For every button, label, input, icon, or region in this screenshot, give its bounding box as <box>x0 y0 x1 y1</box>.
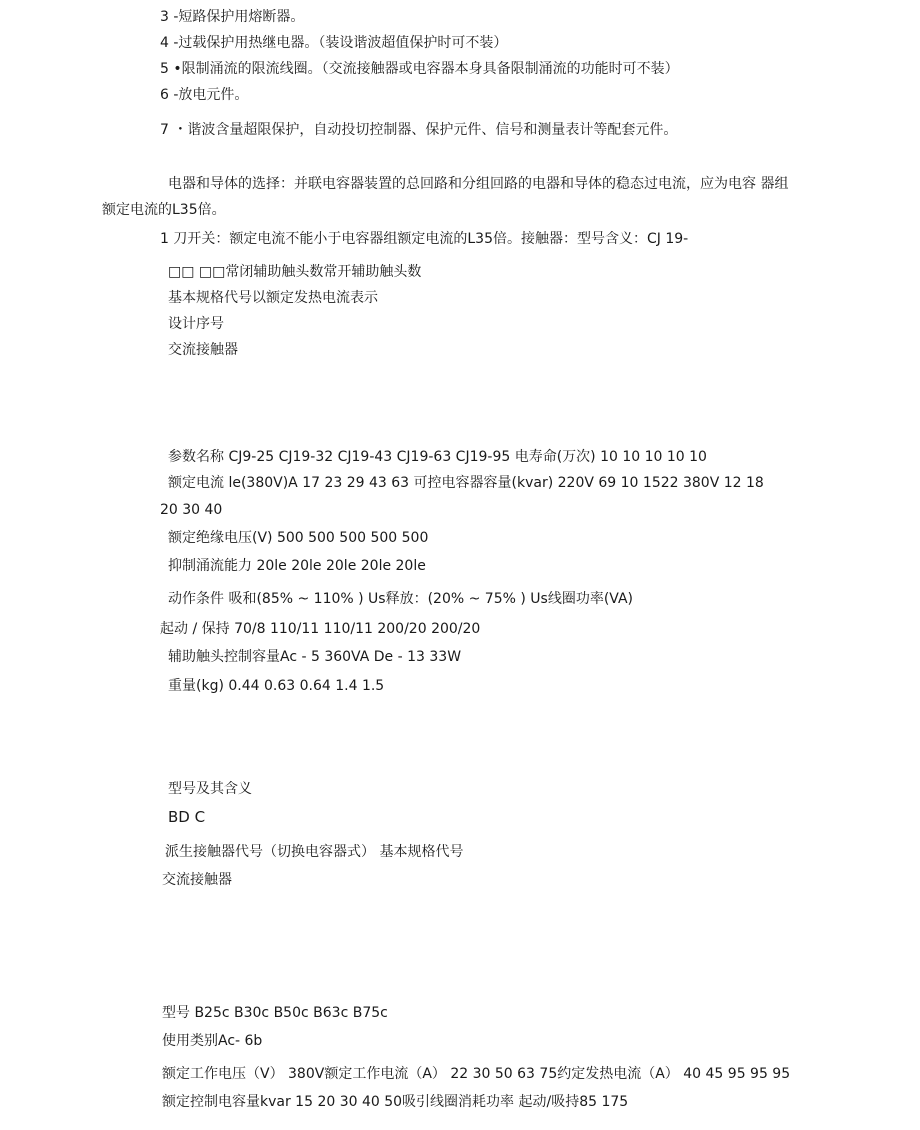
table-row: 额定控制电容量kvar 15 20 30 40 50吸引线圈消耗功率 起动/吸持85 175 <box>162 1094 629 1110</box>
table-row: 使用类别Ac- 6b <box>162 1033 263 1049</box>
model-meaning-line: 基本规格代号以额定发热电流表示 <box>168 290 378 306</box>
model-meaning-line: 交流接触器 <box>162 872 232 888</box>
section-heading: 型号及其含义 <box>168 781 252 797</box>
paragraph-line: 电器和导体的选择：并联电容器装置的总回路和分组回路的电器和导体的稳态过电流，应为电容 器组 <box>168 176 789 192</box>
model-meaning-line: 设计序号 <box>168 316 224 332</box>
table-row: 额定绝缘电压(V) 500 500 500 500 500 <box>168 530 429 546</box>
paragraph-line: 额定电流的L35倍。 <box>102 202 226 218</box>
table-row: 起动 / 保持 70/8 110/11 110/11 200/20 200/20 <box>160 621 481 637</box>
list-item-7: 7 ・谐波含量超限保护，自动投切控制器、保护元件、信号和测量表计等配套元件。 <box>160 122 678 138</box>
table-row: 参数名称 CJ9-25 CJ19-32 CJ19-43 CJ19-63 CJ19-95 电寿命(万次) 10 10 10 10 10 <box>168 449 707 465</box>
list-item-4: 4 -过载保护用热继电器。（装设谐波超值保护时可不装） <box>160 35 508 51</box>
model-meaning-line: 交流接触器 <box>168 342 238 358</box>
model-meaning-line: □□ □□常闭辅助触头数常开辅助触头数 <box>168 264 422 280</box>
table-row: 20 30 40 <box>160 502 223 518</box>
table-row: 动作条件 吸和(85% ~ 110% ) Us释放：(20% ~ 75% ) Us线圈功率(VA) <box>168 591 634 607</box>
model-meaning-line: 派生接触器代号（切换电容器式） 基本规格代号 <box>165 844 464 860</box>
list-item-5: 5 •限制涌流的限流线圈。（交流接触器或电容器本身具备限制涌流的功能时可不装） <box>160 61 679 77</box>
paragraph-line: 1 刀开关：额定电流不能小于电容器组额定电流的L35倍。接触器：型号含义：CJ 19- <box>160 231 689 247</box>
list-item-3: 3 -短路保护用熔断器。 <box>160 9 305 25</box>
table-row: 额定工作电压（V） 380V额定工作电流（A） 22 30 50 63 75约定发热电流（A） 40 45 95 95 95 <box>162 1066 791 1082</box>
model-code: BD C <box>168 808 206 826</box>
table-row: 抑制涌流能力 20le 20le 20le 20le 20le <box>168 558 426 574</box>
list-item-6: 6 -放电元件。 <box>160 87 249 103</box>
table-row: 额定电流 le(380V)A 17 23 29 43 63 可控电容器容量(kvar) 220V 69 10 1522 380V 12 18 <box>168 475 764 491</box>
table-row: 重量(kg) 0.44 0.63 0.64 1.4 1.5 <box>168 678 385 694</box>
table-row: 型号 B25c B30c B50c B63c B75c <box>162 1005 388 1021</box>
table-row: 辅助触头控制容量Ac - 5 360VA De - 13 33W <box>168 649 462 665</box>
